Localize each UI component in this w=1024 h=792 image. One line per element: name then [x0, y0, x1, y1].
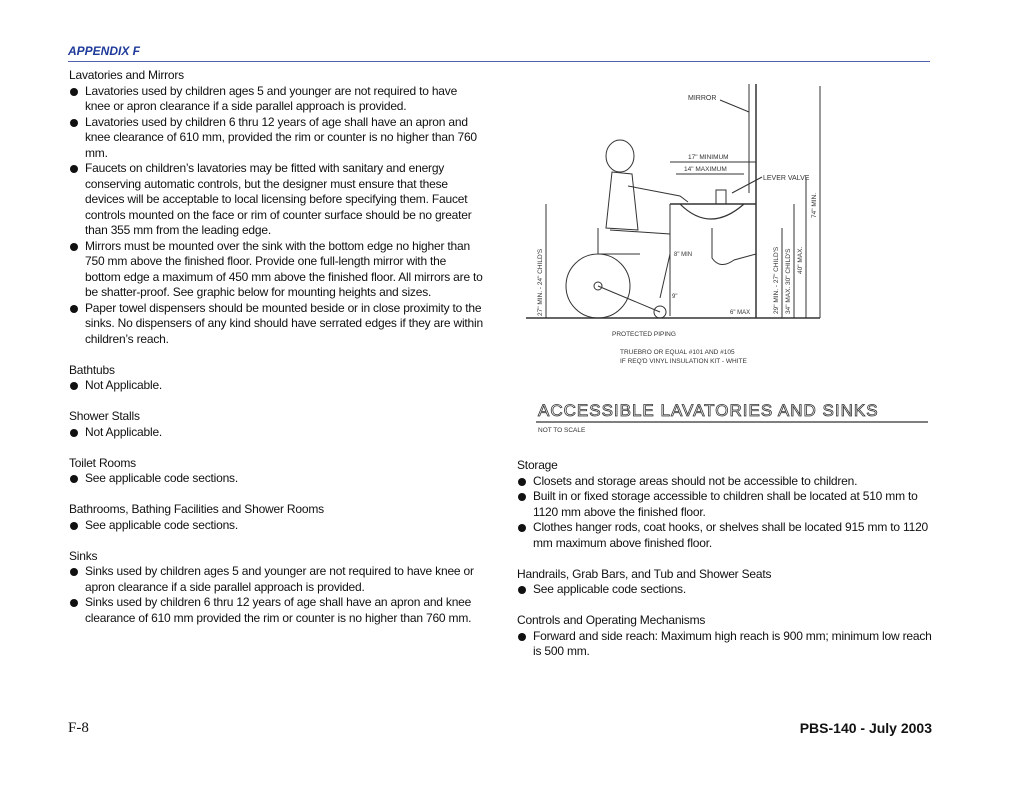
bullet-item: Lavatories used by children 6 thru 12 years of age shall have an apron and knee clearance of 610 mm, provided the rim or counter is no higher than 760 mm.: [69, 115, 484, 162]
section-heading: Shower Stalls: [69, 409, 140, 423]
bullet-dot-icon: [70, 599, 78, 607]
bullet-dot-icon: [70, 119, 78, 127]
label-min17: 17" MINIMUM: [688, 154, 729, 161]
chair-frame: [598, 286, 660, 312]
label-right-height: 34" MAX. 30" CHILD'S: [785, 248, 792, 314]
header-rule: [68, 61, 930, 62]
page-number: F-8: [68, 720, 89, 736]
left-column: [69, 68, 484, 626]
bullet-dot-icon: [70, 568, 78, 576]
label-lever: LEVER VALVE: [763, 175, 810, 182]
bullet-dot-icon: [518, 524, 526, 532]
label-piping: PROTECTED PIPING: [612, 331, 676, 338]
section-shower-stalls: [69, 409, 484, 440]
bullet-dot-icon: [518, 633, 526, 641]
diagram-subtitle: NOT TO SCALE: [538, 427, 586, 434]
bullet-item: Paper towel dispensers should be mounted beside or in close proximity to the sinks. No dispensers of any kind should have serrated edges if they are within children’s reach.: [69, 301, 484, 348]
lever-leader: [732, 177, 762, 193]
label-knee: 29" MIN. - 27" CHILD'S: [773, 246, 780, 314]
label-note2: IF REQ'D VINYL INSULATION KIT - WHITE: [620, 358, 747, 365]
document-id: PBS-140 - July 2003: [799, 720, 932, 736]
section-heading: Sinks: [69, 548, 98, 563]
section-bathrooms: [69, 502, 484, 533]
bullet-dot-icon: [70, 243, 78, 251]
lavatory-diagram: [520, 78, 938, 438]
section-heading: Storage: [517, 458, 558, 472]
right-column: [517, 458, 933, 660]
label-min8: 8" MIN: [674, 252, 693, 258]
bullet-item: Faucets on children’s lavatories may be fitted with sanitary and energy conserving automatic controls, but the designer must ensure that these devices will be acceptable to local licensing before specifying them. Faucet controls mounted on the face or rim of counter surface should be no greater than 355 mm from the leading edge.: [69, 161, 484, 239]
label-min74: 74" MIN.: [811, 192, 818, 218]
bullet-dot-icon: [70, 165, 78, 173]
label-max14: 14" MAXIMUM: [684, 166, 727, 173]
label-mirror: MIRROR: [688, 95, 717, 102]
bullet-dot-icon: [70, 88, 78, 96]
section-storage: [517, 458, 933, 551]
faucet: [716, 190, 726, 204]
bullet-dot-icon: [70, 522, 78, 530]
bullet-dot-icon: [70, 475, 78, 483]
bullet-item: See applicable code sections.: [517, 582, 933, 598]
bullet-item: Clothes hanger rods, coat hooks, or shelves shall be located 915 mm to 1120 mm maximum above finished floor.: [517, 520, 933, 551]
bullet-dot-icon: [518, 493, 526, 501]
bullet-item: Not Applicable.: [69, 378, 484, 394]
sink-basin: [680, 204, 744, 219]
bullet-item: Forward and side reach: Maximum high reach is 900 mm; minimum low reach is 500 mm.: [517, 629, 933, 660]
section-lavatories: [69, 68, 484, 347]
label-left-height: 27" MIN. - 24" CHILD'S: [537, 248, 544, 316]
label-min9: 9": [672, 294, 678, 300]
person-head: [606, 140, 634, 172]
section-toilet-rooms: [69, 456, 484, 487]
mirror-leader: [720, 100, 749, 112]
bullet-dot-icon: [518, 478, 526, 486]
section-bathtubs: [69, 363, 484, 394]
bullet-dot-icon: [518, 586, 526, 594]
bullet-item: See applicable code sections.: [69, 518, 484, 534]
bullet-dot-icon: [70, 305, 78, 313]
bullet-item: See applicable code sections.: [69, 471, 484, 487]
bullet-item: Sinks used by children ages 5 and younger are not required to have knee or apron clearance if a side parallel approach is provided.: [69, 564, 484, 595]
person-legs: [610, 230, 670, 298]
section-heading: Controls and Operating Mechanisms: [517, 613, 706, 627]
section-controls: [517, 613, 933, 660]
label-max6: 6" MAX: [730, 310, 751, 316]
bullet-item: Lavatories used by children ages 5 and younger are not required to have knee or apron clearance if a side parallel approach is provided.: [69, 84, 484, 115]
section-sinks: [69, 549, 484, 627]
person-torso: [606, 172, 638, 230]
label-note1: TRUEBRO OR EQUAL #101 AND #105: [620, 349, 735, 356]
section-heading: Bathrooms, Bathing Facilities and Shower Rooms: [69, 502, 324, 516]
drain-pipe: [712, 228, 756, 265]
section-heading: Handrails, Grab Bars, and Tub and Shower Seats: [517, 566, 772, 581]
bullet-dot-icon: [70, 382, 78, 390]
section-heading: Lavatories and Mirrors: [69, 68, 184, 82]
diagram-title: ACCESSIBLE LAVATORIES AND SINKS: [538, 401, 879, 420]
section-heading: Toilet Rooms: [69, 455, 136, 470]
bullet-item: Sinks used by children 6 thru 12 years of age shall have an apron and knee clearance of 610 mm provided the rim or counter is no higher than 760 mm.: [69, 595, 484, 626]
label-max40: 40" MAX.: [797, 246, 804, 274]
bullet-item: Closets and storage areas should not be accessible to children.: [517, 474, 933, 490]
bullet-item: Built in or fixed storage accessible to children shall be located at 510 mm to 1120 mm above the finished floor.: [517, 489, 933, 520]
section-handrails: [517, 567, 933, 598]
bullet-item: Mirrors must be mounted over the sink with the bottom edge no higher than 750 mm above the finished floor. Provide one full-length mirror with the bottom edge a maximum of 450 mm above the finished floor. All mirrors are to be shatter-proof. See graphic below for mounting heights and sizes.: [69, 239, 484, 301]
section-heading: Bathtubs: [69, 362, 115, 377]
bullet-dot-icon: [70, 429, 78, 437]
person-arm: [628, 186, 688, 202]
appendix-title: APPENDIX F: [68, 44, 141, 58]
bullet-item: Not Applicable.: [69, 425, 484, 441]
